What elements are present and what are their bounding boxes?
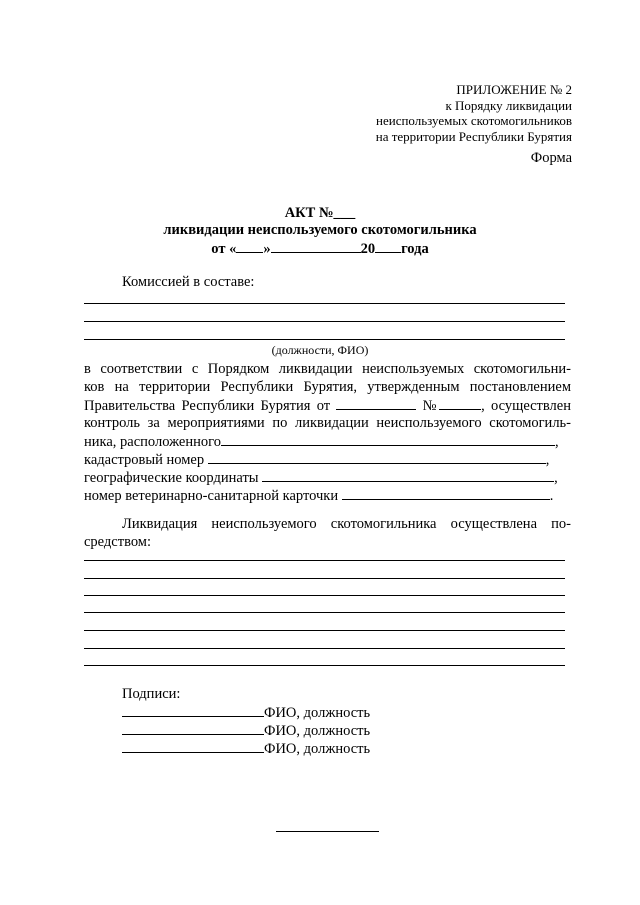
vet-card-blank[interactable] <box>342 486 550 500</box>
body-line <box>84 468 571 486</box>
coordinates-label: географические координаты <box>84 470 259 486</box>
location-blank[interactable] <box>221 432 555 446</box>
signatures-block <box>122 685 370 757</box>
liquidation-line: Ликвидация неиспользуемого скотомогильника осуществлена по- <box>122 516 571 532</box>
commission-label: Комиссией в составе: <box>122 274 255 290</box>
form-label: Форма <box>530 150 572 166</box>
appendix-line: к Порядку ликвидации <box>445 97 572 113</box>
body-paragraph <box>84 360 571 504</box>
date-prefix: от « <box>211 241 237 257</box>
date-quote: » <box>263 241 271 257</box>
liquidation-blank-line[interactable] <box>84 595 565 596</box>
liquidation-blank-line[interactable] <box>84 648 565 649</box>
signature-caption: ФИО, должность <box>264 723 371 739</box>
decree-date-blank[interactable] <box>336 396 416 410</box>
day-blank[interactable] <box>236 239 263 253</box>
signature-row <box>122 721 370 739</box>
year-blank[interactable] <box>375 239 401 253</box>
signature-blank[interactable] <box>122 739 264 753</box>
act-title: АКТ №___ <box>284 205 356 221</box>
punctuation: , <box>554 434 559 450</box>
punctuation: , <box>554 470 558 486</box>
liquidation-blank-line[interactable] <box>84 560 565 561</box>
liquidation-blank-line[interactable] <box>84 665 565 666</box>
punctuation: . <box>549 488 554 504</box>
year-prefix: 20 <box>360 241 376 257</box>
signature-row <box>122 739 370 757</box>
liquidation-blank-line[interactable] <box>84 630 565 631</box>
coordinates-blank[interactable] <box>262 468 554 482</box>
appendix-line: на территории Республики Бурятия <box>375 128 572 144</box>
signatures-label: Подписи: <box>122 686 181 702</box>
decree-number-blank[interactable] <box>439 396 481 410</box>
liquidation-blank-line[interactable] <box>84 612 565 613</box>
decree-label: Правительства Республики Бурятия от <box>84 398 331 414</box>
liquidation-line: средством: <box>84 534 152 550</box>
punctuation: , <box>545 452 550 468</box>
month-blank[interactable] <box>271 239 361 253</box>
footer-divider <box>276 831 379 832</box>
body-line <box>84 486 571 504</box>
commission-blank-line[interactable] <box>84 321 565 322</box>
cadastral-label: кадастровый номер <box>84 452 205 468</box>
body-line: ков на территории Республики Бурятия, утвержденным постановлением <box>84 379 571 395</box>
signature-row <box>122 703 370 721</box>
body-line <box>84 396 571 414</box>
decree-suffix: , осуществлен <box>481 398 571 414</box>
signature-caption: ФИО, должность <box>264 705 371 721</box>
year-suffix: года <box>401 241 429 257</box>
body-line: в соответствии с Порядком ликвидации неиспользуемых скотомогильни- <box>84 361 571 377</box>
act-subtitle: ликвидации неиспользуемого скотомогильника <box>163 222 477 238</box>
act-date-line <box>0 239 640 258</box>
commission-blank-line[interactable] <box>84 339 565 340</box>
cadastral-blank[interactable] <box>208 450 546 464</box>
signature-blank[interactable] <box>122 721 264 735</box>
commission-blank-line[interactable] <box>84 303 565 304</box>
commission-caption: (должности, ФИО) <box>271 343 369 357</box>
body-line <box>84 432 571 450</box>
vet-card-label: номер ветеринарно-санитарной карточки <box>84 488 339 504</box>
liquidation-paragraph <box>84 515 571 551</box>
appendix-title: ПРИЛОЖЕНИЕ № 2 <box>456 82 572 97</box>
liquidation-blank-line[interactable] <box>84 578 565 579</box>
decree-number-label: № <box>422 398 440 414</box>
body-line: контроль за мероприятиями по ликвидации неиспользуемого скотомогиль- <box>84 415 571 431</box>
body-line <box>84 450 571 468</box>
signature-caption: ФИО, должность <box>264 741 371 757</box>
appendix-header <box>376 82 572 144</box>
location-label: ника, расположенного <box>84 434 221 450</box>
appendix-line: неиспользуемых скотомогильников <box>376 113 572 128</box>
signature-blank[interactable] <box>122 703 264 717</box>
